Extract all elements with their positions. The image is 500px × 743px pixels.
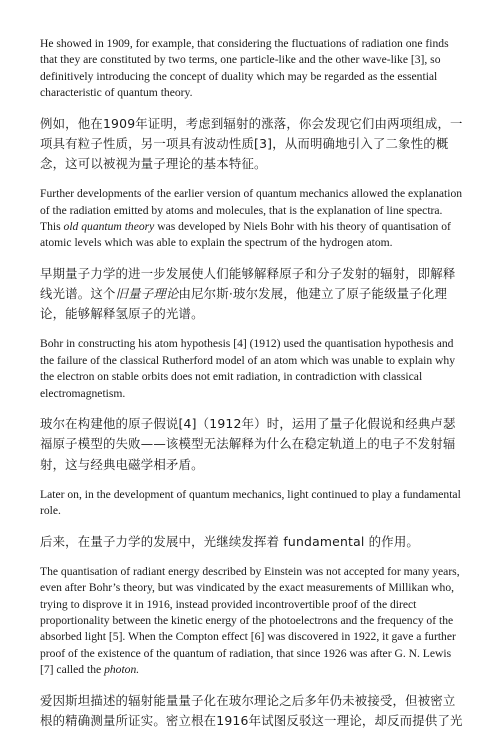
text-run: Later on, in the development of quantum mechanics, light continued to play a fundamental role.	[40, 487, 461, 518]
text-run: 由尼尔斯·玻尔发展，他建立了原子能级量子化理论，能够解释氢原子的光谱。	[40, 286, 448, 322]
paragraph-en-3	[40, 336, 464, 402]
text-run: 玻尔在构建他的原子假说[4]（1912年）时，运用了量子化假说和经典卢瑟福原子模型的失败——该模型无法解释为什么在稳定轨道上的电子不发射辐射，这与经典电磁学相矛盾。	[40, 416, 456, 472]
text-run: He showed in 1909, for example, that considering the fluctuations of radiation one finds that they are constituted by two terms, one particle-like and the other wave-like [3], so definitively introducing the concept of duality which may be regarded as the essential characteristic of quantum theory.	[40, 37, 449, 100]
italic-term: old quantum theory	[63, 220, 155, 234]
paragraph-zh-5	[40, 691, 464, 731]
text-run: 爱因斯坦描述的辐射能量量子化在玻尔理论之后多年仍未被接受，但被密立根的精确测量所证实。密立根在1916年试图反驳这一理论，却反而提供了光	[40, 692, 463, 728]
text-run: The quantisation of radiant energy described by Einstein was not accepted for many years, even after Bohr’s theory, but was vindicated by the exact measurements of Millikan who, trying to disprove it in 1916, instead provided incontrovertible proof of the direct proportionality between the kinetic energy of the photoelectrons and the frequency of the absorbed light [5]. When the Compton effect [6] was discovered in 1922, it gave a further proof of the existence of the quantum of radiation, that since 1926 was after G. N. Lewis [7] called the	[40, 564, 460, 677]
text-run: 后来，在量子力学的发展中，光继续发挥着 fundamental 的作用。	[40, 533, 420, 549]
text-run: Further developments of the earlier version of quantum mechanics allowed the explanation of the radiation emitted by atoms and molecules, that is the explanation of line spectra. This	[40, 187, 463, 234]
italic-term: 旧量子理论	[115, 286, 179, 302]
paragraph-en-2	[40, 186, 464, 252]
italic-term: photon.	[104, 663, 140, 677]
paragraph-en-1	[40, 36, 464, 102]
document-page	[40, 36, 464, 743]
text-run: 早期量子力学的进一步发展使人们能够解释原子和分子发射的辐射，即解释线光谱。这个	[40, 265, 456, 302]
paragraph-zh-4	[40, 532, 464, 552]
text-run: Bohr in constructing his atom hypothesis [4] (1912) used the quantisation hypothesis and the failure of the classical Rutherford model of an atom which was unable to explain why the electron on stable orbits does not emit radiation, in contradiction with classical electromagnetism.	[40, 337, 455, 400]
text-run: was developed by Niels Bohr with his theory of quantisation of atomic levels which was able to explain the spectrum of the hydrogen atom.	[40, 220, 451, 250]
paragraph-en-5	[40, 564, 464, 679]
paragraph-zh-2	[40, 264, 464, 325]
paragraph-zh-1	[40, 114, 464, 175]
paragraph-en-4	[40, 487, 464, 520]
text-run: 例如，他在1909年证明，考虑到辐射的涨落，你会发现它们由两项组成，一项具有粒子性质，另一项具有波动性质[3]，从而明确地引入了二象性的概念，这可以被视为量子理论的基本特征。	[40, 115, 463, 172]
paragraph-zh-3	[40, 414, 464, 475]
